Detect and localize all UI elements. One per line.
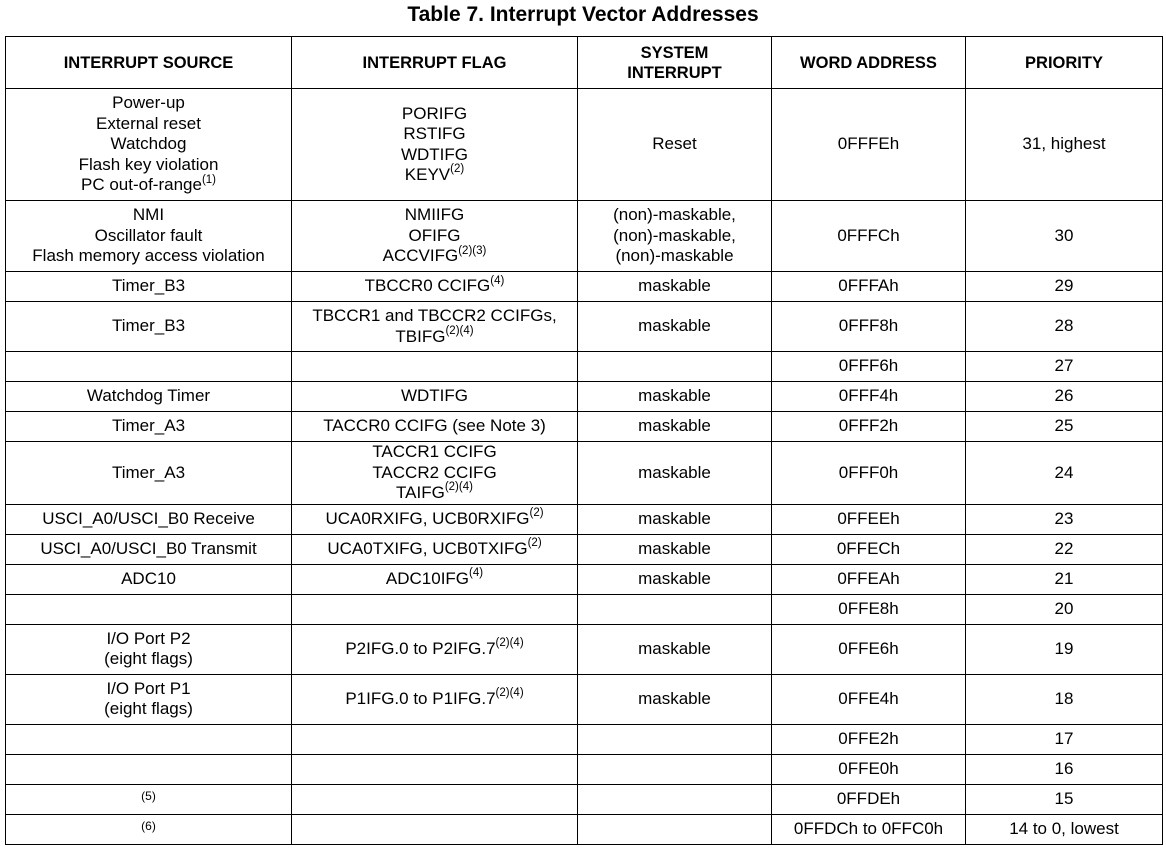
- table-row: [6, 784, 1163, 814]
- cell-interrupt-source: [6, 272, 292, 302]
- cell-word-address: 0FFFEh: [772, 89, 966, 201]
- cell-word-address: 0FFDEh: [772, 784, 966, 814]
- header-interrupt-source: INTERRUPT SOURCE: [6, 37, 292, 89]
- header-word-address: WORD ADDRESS: [772, 37, 966, 89]
- cell-line: Power-up: [112, 93, 185, 113]
- cell-priority: 21: [966, 564, 1163, 594]
- cell-interrupt-flag: [292, 272, 578, 302]
- cell-interrupt-flag: [292, 504, 578, 534]
- cell-word-address: 0FFF0h: [772, 442, 966, 505]
- cell-line: Reset: [652, 134, 697, 154]
- table-row: [6, 272, 1163, 302]
- cell-word-address: 0FFF4h: [772, 382, 966, 412]
- cell-interrupt-flag: [292, 594, 578, 624]
- cell-interrupt-flag: [292, 784, 578, 814]
- header-system-interrupt: [578, 37, 772, 89]
- cell-line: P2IFG.0 to $P2IFG.7^{(2)(4)}$: [345, 637, 524, 658]
- header-interrupt-flag: INTERRUPT FLAG: [292, 37, 578, 89]
- cell-interrupt-source: [6, 442, 292, 505]
- footnote-ref: (2): [527, 537, 542, 550]
- cell-interrupt-flag: [292, 442, 578, 505]
- cell-word-address: 0FFECh: [772, 534, 966, 564]
- table-row: [6, 412, 1163, 442]
- cell-priority: 19: [966, 624, 1163, 674]
- cell-line: KEYV$^{(2)}$: [404, 163, 465, 184]
- cell-system-interrupt: [578, 89, 772, 201]
- cell-line: WDTIFG: [400, 386, 469, 406]
- cell-line: WDTIFG: [400, 144, 469, 164]
- cell-system-interrupt: [578, 594, 772, 624]
- table-body: [6, 89, 1163, 845]
- cell-line: I/O Port P2: [106, 628, 191, 648]
- header-row: [6, 37, 1163, 89]
- cell-line: maskable: [638, 508, 711, 528]
- cell-interrupt-flag: [292, 534, 578, 564]
- table-row: [6, 302, 1163, 352]
- table-row: [6, 724, 1163, 754]
- footnote-ref: (2)(3): [458, 244, 487, 257]
- cell-priority: 30: [966, 201, 1163, 272]
- cell-system-interrupt: [578, 442, 772, 505]
- cell-system-interrupt: [578, 412, 772, 442]
- cell-interrupt-source: [6, 564, 292, 594]
- cell-priority: 24: [966, 442, 1163, 505]
- table-row: [6, 89, 1163, 201]
- cell-line: TBCCR0 CCIFG$^{(4)}$: [364, 274, 505, 296]
- cell-interrupt-flag: [292, 89, 578, 201]
- cell-priority: 20: [966, 594, 1163, 624]
- cell-line: (eight flags): [104, 649, 193, 668]
- footnote-ref: (6): [141, 818, 156, 833]
- cell-line: maskable: [638, 638, 711, 658]
- cell-interrupt-source: [6, 674, 292, 724]
- cell-line: (eight flags): [104, 699, 193, 718]
- cell-line: USCI_A0/USCI_B0 Transmit: [40, 538, 257, 558]
- cell-interrupt-flag: [292, 814, 578, 844]
- cell-line: NMI: [132, 205, 165, 225]
- footnote-ref: (1): [201, 173, 216, 186]
- cell-system-interrupt: [578, 754, 772, 784]
- cell-word-address: 0FFE6h: [772, 624, 966, 674]
- cell-line: RSTIFG: [403, 124, 466, 143]
- table-row: [6, 564, 1163, 594]
- cell-line: Timer_B3: [111, 316, 186, 336]
- cell-interrupt-source: [6, 504, 292, 534]
- cell-priority: 16: [966, 754, 1163, 784]
- cell-interrupt-flag: [292, 564, 578, 594]
- header-system-line2: INTERRUPT: [627, 63, 722, 82]
- cell-word-address: 0FFF2h: [772, 412, 966, 442]
- footnote-ref: (2): [529, 507, 544, 520]
- cell-line: Flash memory access violation: [32, 246, 265, 266]
- footnote-ref: (2)(4): [495, 637, 524, 650]
- cell-word-address: 0FFFAh: [772, 272, 966, 302]
- cell-interrupt-source: [6, 754, 292, 784]
- cell-priority: 18: [966, 674, 1163, 724]
- cell-priority: 26: [966, 382, 1163, 412]
- table-row: [6, 594, 1163, 624]
- cell-line: maskable: [638, 568, 711, 588]
- cell-line: maskable: [638, 688, 711, 708]
- cell-priority: 28: [966, 302, 1163, 352]
- cell-interrupt-source: [6, 412, 292, 442]
- cell-line: ADC10: [121, 568, 176, 588]
- cell-interrupt-flag: [292, 674, 578, 724]
- table-row: [6, 674, 1163, 724]
- cell-word-address: 0FFE8h: [772, 594, 966, 624]
- cell-priority: 14 to 0, lowest: [966, 814, 1163, 844]
- cell-word-address: 0FFF6h: [772, 352, 966, 382]
- cell-priority: 15: [966, 784, 1163, 814]
- cell-interrupt-source: [6, 302, 292, 352]
- cell-word-address: 0FFE2h: [772, 724, 966, 754]
- cell-interrupt-source: [6, 534, 292, 564]
- footnote-ref: (4): [490, 274, 505, 287]
- header-system-line1: SYSTEM: [640, 43, 709, 62]
- cell-line: ADC10IFG$^{(4)}$: [385, 567, 484, 588]
- cell-word-address: 0FFEAh: [772, 564, 966, 594]
- cell-line: maskable: [638, 462, 711, 482]
- table-row: [6, 624, 1163, 674]
- table-row: [6, 534, 1163, 564]
- cell-line: TACCR0 CCIFG (see Note 3): [323, 416, 546, 436]
- cell-interrupt-flag: [292, 201, 578, 272]
- cell-system-interrupt: [578, 382, 772, 412]
- cell-line: TBCCR1 and TBCCR2 CCIFGs,: [312, 306, 557, 325]
- cell-interrupt-flag: [292, 352, 578, 382]
- table-title: Table 7. Interrupt Vector Addresses: [407, 3, 759, 26]
- footnote-ref: (2)(4): [445, 324, 474, 337]
- cell-line: External reset: [96, 113, 201, 133]
- cell-system-interrupt: [578, 674, 772, 724]
- footnote-ref: (4): [469, 567, 484, 580]
- cell-line: $ACCVIFG^{(2)(3)}$: [382, 244, 487, 266]
- cell-interrupt-source: [6, 201, 292, 272]
- cell-interrupt-source: [6, 784, 292, 814]
- cell-system-interrupt: [578, 352, 772, 382]
- cell-line: Watchdog Timer: [86, 386, 211, 406]
- cell-system-interrupt: [578, 302, 772, 352]
- cell-interrupt-source: [6, 352, 292, 382]
- cell-line: OFIFG: [408, 225, 461, 245]
- cell-line: (non)-maskable,: [613, 225, 736, 245]
- interrupt-vector-table: [5, 36, 1163, 845]
- cell-priority: 17: [966, 724, 1163, 754]
- cell-line: Timer_A3: [111, 416, 186, 436]
- table-row: [6, 201, 1163, 272]
- footnote-ref: (2)(4): [444, 481, 473, 494]
- cell-priority: 27: [966, 352, 1163, 382]
- cell-line: UCA0TXIFG, UCB0TXIFG$^{(2)}$: [327, 537, 542, 558]
- cell-word-address: 0FFF8h: [772, 302, 966, 352]
- cell-interrupt-source: [6, 89, 292, 201]
- cell-line: $TBIFG^{(2)(4)}$: [395, 324, 474, 346]
- table-row: [6, 504, 1163, 534]
- cell-line: maskable: [638, 538, 711, 558]
- cell-line: Watchdog: [110, 134, 187, 154]
- table-row: [6, 442, 1163, 505]
- cell-word-address: 0FFFCh: [772, 201, 966, 272]
- cell-system-interrupt: [578, 504, 772, 534]
- cell-interrupt-flag: [292, 382, 578, 412]
- cell-interrupt-flag: [292, 624, 578, 674]
- cell-line: Timer_B3: [111, 276, 186, 296]
- cell-interrupt-source: [6, 724, 292, 754]
- cell-priority: 31, highest: [966, 89, 1163, 201]
- cell-line: (non)-maskable: [615, 246, 734, 266]
- cell-word-address: 0FFE0h: [772, 754, 966, 784]
- cell-line: NMIIFG: [404, 205, 465, 225]
- cell-line: Flash key violation: [78, 154, 219, 174]
- cell-line: Oscillator fault: [94, 225, 203, 245]
- cell-priority: 29: [966, 272, 1163, 302]
- cell-line: maskable: [638, 276, 711, 296]
- cell-line: maskable: [638, 386, 711, 406]
- cell-line: maskable: [638, 416, 711, 436]
- header-priority: PRIORITY: [966, 37, 1163, 89]
- cell-line: Timer_A3: [111, 462, 186, 482]
- cell-interrupt-flag: [292, 754, 578, 784]
- cell-interrupt-source: [6, 382, 292, 412]
- cell-line: P1IFG.0 to $P1IFG.7^{(2)(4)}$: [345, 687, 524, 708]
- footnote-ref: (2): [450, 163, 465, 176]
- cell-line: maskable: [638, 316, 711, 336]
- table-row: [6, 754, 1163, 784]
- table-row: [6, 352, 1163, 382]
- cell-interrupt-flag: [292, 302, 578, 352]
- cell-line: TACCR2 CCIFG: [372, 462, 497, 482]
- table-row: [6, 814, 1163, 844]
- cell-word-address: 0FFE4h: [772, 674, 966, 724]
- cell-interrupt-flag: [292, 724, 578, 754]
- cell-system-interrupt: [578, 272, 772, 302]
- footnote-ref: (2)(4): [495, 687, 524, 700]
- cell-line: PORIFG: [401, 103, 468, 123]
- cell-line: USCI_A0/USCI_B0 Receive: [42, 508, 255, 528]
- cell-line: UCA0RXIFG, UCB0RXIFG$^{(2)}$: [325, 507, 544, 528]
- cell-priority: 22: [966, 534, 1163, 564]
- cell-line: I/O Port P1: [106, 678, 191, 698]
- footnote-ref: (5): [141, 788, 156, 803]
- cell-system-interrupt: [578, 814, 772, 844]
- cell-word-address: 0FFDCh to 0FFC0h: [772, 814, 966, 844]
- cell-priority: 25: [966, 412, 1163, 442]
- cell-interrupt-flag: [292, 412, 578, 442]
- cell-line: PC out-of-range$^{(1)}$: [80, 173, 216, 195]
- cell-system-interrupt: [578, 534, 772, 564]
- cell-interrupt-source: [6, 594, 292, 624]
- cell-system-interrupt: [578, 784, 772, 814]
- cell-line: $TAIFG^{(2)(4)}$: [396, 481, 473, 502]
- cell-system-interrupt: [578, 724, 772, 754]
- cell-system-interrupt: [578, 624, 772, 674]
- cell-system-interrupt: [578, 564, 772, 594]
- cell-priority: 23: [966, 504, 1163, 534]
- cell-interrupt-source: [6, 624, 292, 674]
- cell-line: TACCR1 CCIFG: [372, 442, 497, 461]
- table-row: [6, 382, 1163, 412]
- cell-interrupt-source: [6, 814, 292, 844]
- cell-line: (non)-maskable,: [613, 205, 736, 225]
- cell-system-interrupt: [578, 201, 772, 272]
- cell-word-address: 0FFEEh: [772, 504, 966, 534]
